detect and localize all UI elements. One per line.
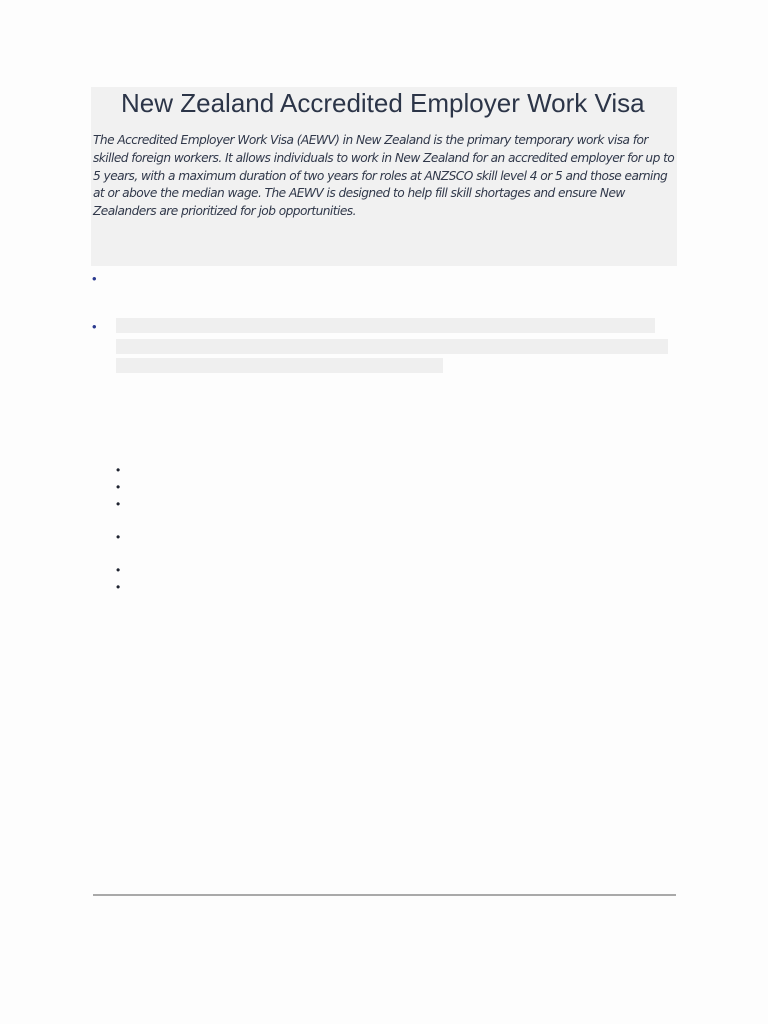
- horizontal-rule: [93, 894, 676, 896]
- nested-list-bullet: •: [116, 580, 121, 594]
- top-list-bullet: •: [92, 319, 97, 334]
- nested-list-bullet: •: [116, 480, 121, 494]
- nested-list-bullet: •: [116, 563, 121, 577]
- nested-list-bullet: •: [116, 463, 121, 477]
- nested-list-bullet: •: [116, 497, 121, 511]
- page-title: New Zealand Accredited Employer Work Visa: [121, 88, 645, 118]
- nested-list-bullet: •: [116, 530, 121, 544]
- placeholder-line: [116, 318, 655, 333]
- intro-paragraph: The Accredited Employer Work Visa (AEWV) in New Zealand is the primary temporary work visa for skilled foreign workers. It allows individuals to work in New Zealand for an accredited employer for up to 5 years, with a maximum duration of two years for roles at ANZSCO skill level 4 or 5 and those earning at or above the median wage. The AEWV is designed to help fill skill shortages and ensure New Zealanders are prioritized for job opportunities.: [93, 133, 675, 219]
- top-list-bullet: •: [92, 271, 97, 286]
- placeholder-line: [116, 339, 668, 354]
- placeholder-line: [116, 358, 443, 373]
